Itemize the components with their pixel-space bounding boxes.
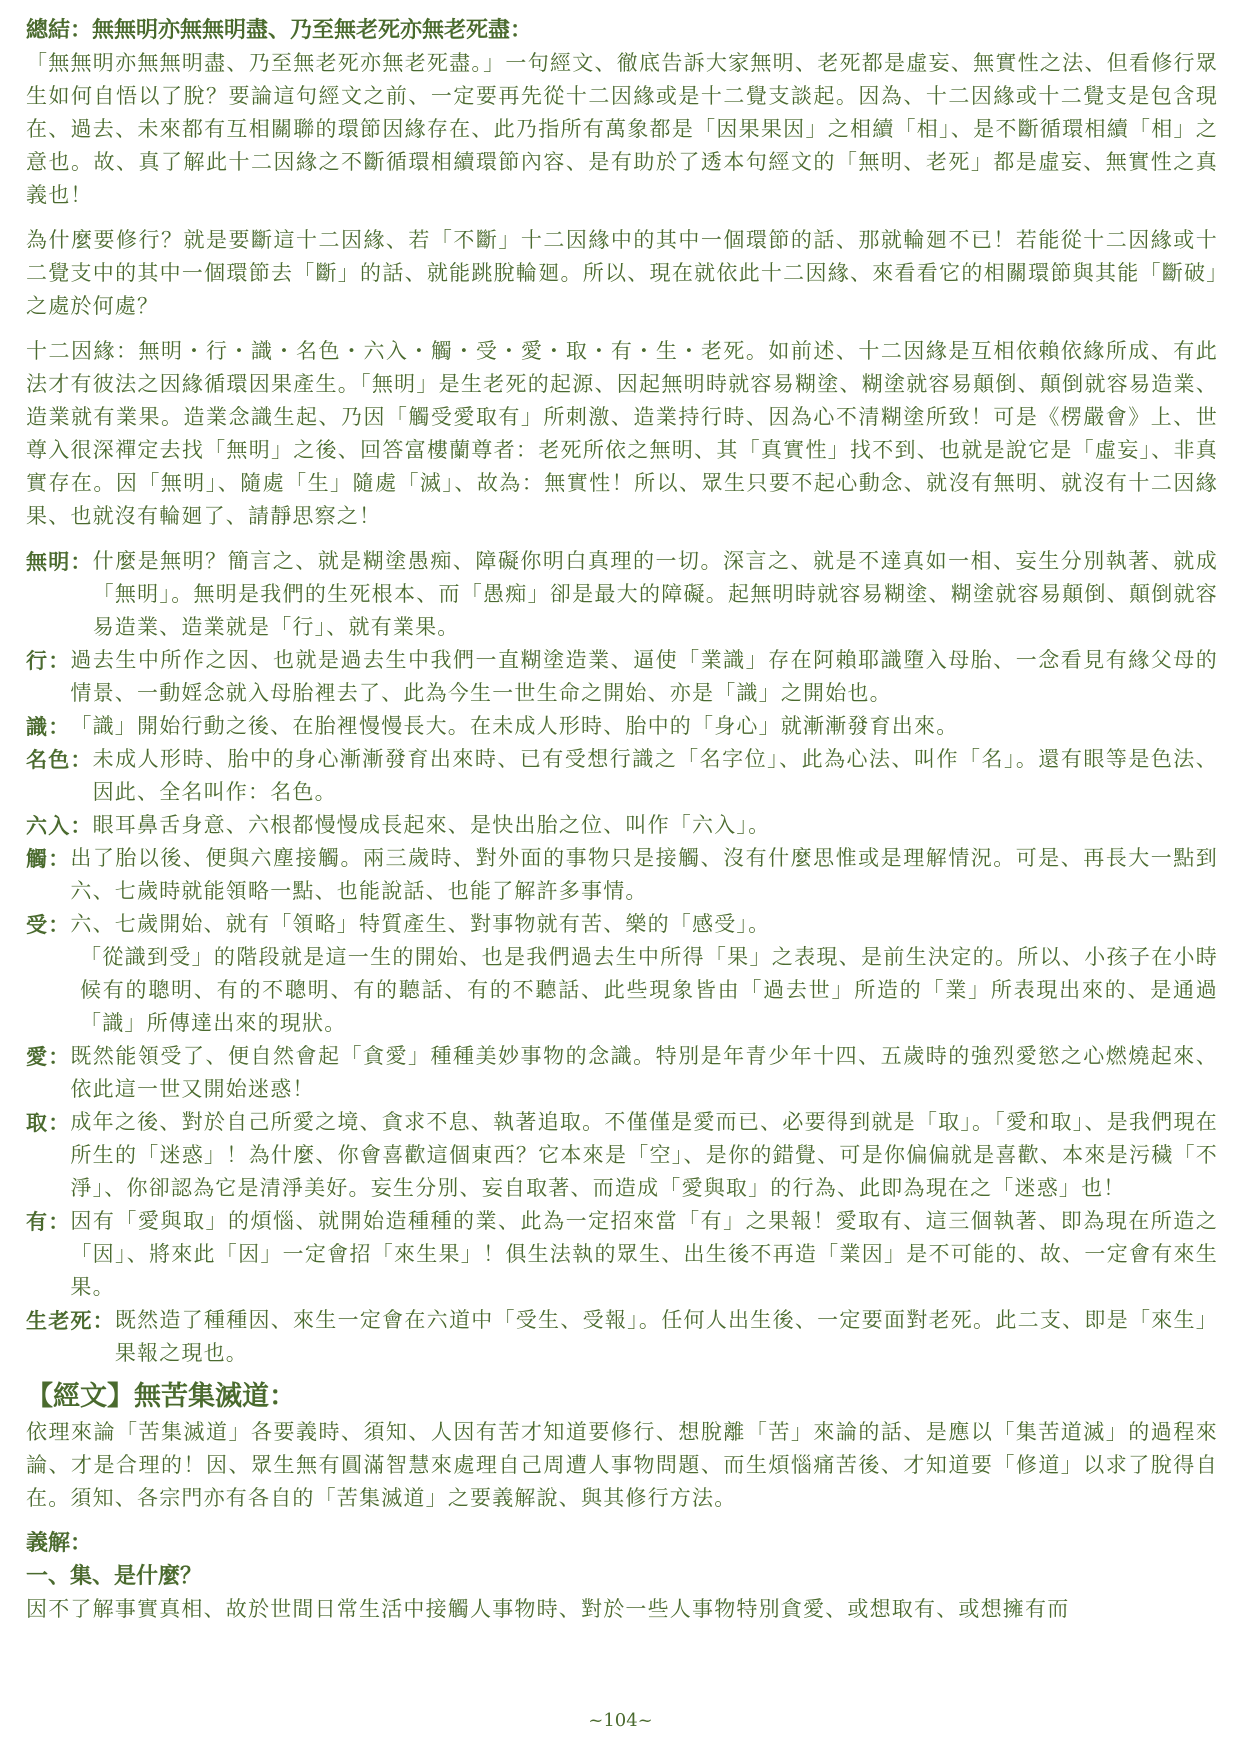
definition-item: [26, 809, 1218, 842]
definition-term: 生老死：: [26, 1308, 115, 1333]
definition-item: [26, 1040, 1218, 1106]
section-heading-scripture: 【經文】無苦集滅道：: [26, 1381, 296, 1412]
definition-continuation: 「從識到受」的階段就是這一生的開始、也是我們過去生中所得「果」之表現、是前生決定的。所以、小孩子在小時候有的聰明、有的不聰明、有的聽話、有的不聽話、此些現象皆由「過去世」所造的「業」所表現出來的、是通過「識」所傳達出來的現狀。: [80, 945, 1218, 1035]
paragraph-twelve-links: 十二因緣：無明・行・識・名色・六入・觸・受・愛・取・有・生・老死。如前述、十二因緣是互相依賴依緣所成、有此法才有彼法之因緣循環因果產生。「無明」是生老死的起源、因起無明時就容易糊塗、糊塗就容易顛倒、顛倒就容易造業、造業就有業果。造業念識生起、乃因「觸受愛取有」所刺激、造業持行時、因為心不清糊塗所致！可是《楞嚴會》上、世尊入很深禪定去找「無明」之後、回答富樓蘭尊者：老死所依之無明、其「真實性」找不到、也就是說它是「虛妄」、非真實存在。因「無明」、隨處「生」隨處「滅」、故為：無實性！所以、眾生只要不起心動念、就沒有無明、就沒有十二因緣果、也就沒有輪廻了、請靜思察之！: [26, 339, 1218, 528]
definition-term: 愛：: [26, 1044, 71, 1069]
definition-term: 六入：: [26, 813, 93, 838]
definition-item: [26, 545, 1218, 644]
definition-body: 出了胎以後、便與六塵接觸。兩三歲時、對外面的事物只是接觸、沒有什麼思惟或是理解情況。可是、再長大一點到六、七歲時就能領略一點、也能說話、也能了解許多事情。: [70, 846, 1218, 903]
definition-term: 名色：: [26, 747, 93, 772]
definition-term: 識：: [26, 714, 71, 739]
definition-item: [26, 1205, 1218, 1304]
definition-term: 行：: [26, 648, 71, 673]
paragraph-intro: 「無無明亦無無明盡、乃至無老死亦無老死盡。」一句經文、徹底告訴大家無明、老死都是虛妄、無實性之法、但看修行眾生如何自悟以了脫？要論這句經文之前、一定要再先從十二因緣或是十二覺支談起。因為、十二因緣或十二覺支是包含現在、過去、未來都有互相關聯的環節因緣存在、此乃指所有萬象都是「因果果因」之相續「相」、是不斷循環相續「相」之意也。故、真了解此十二因緣之不斷循環相續環節內容、是有助於了透本句經文的「無明、老死」都是虛妄、無實性之真義也！: [26, 51, 1218, 207]
definition-body: 「識」開始行動之後、在胎裡慢慢長大。在未成人形時、胎中的「身心」就漸漸發育出來。: [70, 714, 959, 738]
definition-body: 六、七歲開始、就有「領略」特質產生、對事物就有苦、樂的「感受」。: [70, 912, 771, 936]
definition-body: 既然造了種種因、來生一定會在六道中「受生、受報」。任何人出生後、一定要面對老死。此二支、即是「來生」果報之現也。: [114, 1308, 1218, 1365]
definition-body: 過去生中所作之因、也就是過去生中我們一直糊塗造業、逼使「業識」存在阿賴耶識墮入母胎、一念看見有緣父母的情景、一動婬念就入母胎裡去了、此為今生一世生命之開始、亦是「識」之開始也。: [70, 648, 1218, 705]
definition-term: 無明：: [26, 549, 93, 574]
section-heading-explanation: 義解：: [26, 1530, 93, 1556]
definition-body: 什麼是無明？簡言之、就是糊塗愚痴、障礙你明白真理的一切。深言之、就是不達真如一相、妄生分別執著、就成「無明」。無明是我們的生死根本、而「愚痴」卻是最大的障礙。起無明時就容易糊塗、糊塗就容易顛倒、顛倒就容易造業、造業就是「行」、就有業果。: [92, 549, 1218, 639]
definition-term: 受：: [26, 912, 71, 937]
definition-item: [26, 710, 1218, 743]
subsection-heading: 一、集、是什麼？: [26, 1563, 203, 1589]
paragraph-why-practice: 為什麼要修行？就是要斷這十二因緣、若「不斷」十二因緣中的其中一個環節的話、那就輪廻不已！若能從十二因緣或十二覺支中的其中一個環節去「斷」的話、就能跳脫輪廻。所以、現在就依此十二因緣、來看看它的相關環節與其能「斷破」之處於何處？: [26, 228, 1218, 318]
definition-item: [26, 1106, 1218, 1205]
definition-item: [26, 842, 1218, 908]
document-body: [26, 14, 1218, 1626]
definition-term: 有：: [26, 1209, 71, 1234]
paragraph-origin: 因不了解事實真相、故於世間日常生活中接觸人事物時、對於一些人事物特別貪愛、或想取有、或想擁有而: [26, 1597, 1070, 1621]
section-heading-summary: 總結：無無明亦無無明盡、乃至無老死亦無老死盡：: [26, 17, 533, 43]
definition-item: [26, 908, 1218, 941]
definition-term: 觸：: [26, 846, 71, 871]
page-number: ~104~: [588, 1710, 653, 1731]
definition-item: [26, 743, 1218, 809]
definition-body: 既然能領受了、便自然會起「貪愛」種種美妙事物的念識。特別是年青少年十四、五歲時的強烈愛慾之心燃燒起來、依此這一世又開始迷惑！: [70, 1044, 1218, 1101]
definition-body: 因有「愛與取」的煩惱、就開始造種種的業、此為一定招來當「有」之果報！愛取有、這三個執著、即為現在所造之「因」、將來此「因」一定會招「來生果」！俱生法執的眾生、出生後不再造「業因」是不可能的、故、一定會有來生果。: [70, 1209, 1218, 1299]
definition-body: 未成人形時、胎中的身心漸漸發育出來時、已有受想行識之「名字位」、此為心法、叫作「名」。還有眼等是色法、因此、全名叫作：名色。: [92, 747, 1218, 804]
definition-term: 取：: [26, 1110, 71, 1135]
definition-item: [26, 1304, 1218, 1370]
definition-body: 成年之後、對於自己所愛之境、貪求不息、執著追取。不僅僅是愛而已、必要得到就是「取」。「愛和取」、是我們現在所生的「迷惑」！為什麼、你會喜歡這個東西？它本來是「空」、是你的錯覺、可是你偏偏就是喜歡、本來是污穢「不淨」、你卻認為它是清淨美好。妄生分別、妄自取著、而造成「愛與取」的行為、此即為現在之「迷惑」也！: [70, 1110, 1218, 1200]
definition-body: 眼耳鼻舌身意、六根都慢慢成長起來、是快出胎之位、叫作「六入」。: [92, 813, 771, 837]
definition-item: [26, 644, 1218, 710]
paragraph-four-truths: 依理來論「苦集滅道」各要義時、須知、人因有苦才知道要修行、想脫離「苦」來論的話、是應以「集苦道滅」的過程來論、才是合理的！因、眾生無有圓滿智慧來處理自己周遭人事物問題、而生煩惱痛苦後、才知道要「修道」以求了脫得自在。須知、各宗門亦有各自的「苦集滅道」之要義解說、與其修行方法。: [26, 1420, 1218, 1510]
